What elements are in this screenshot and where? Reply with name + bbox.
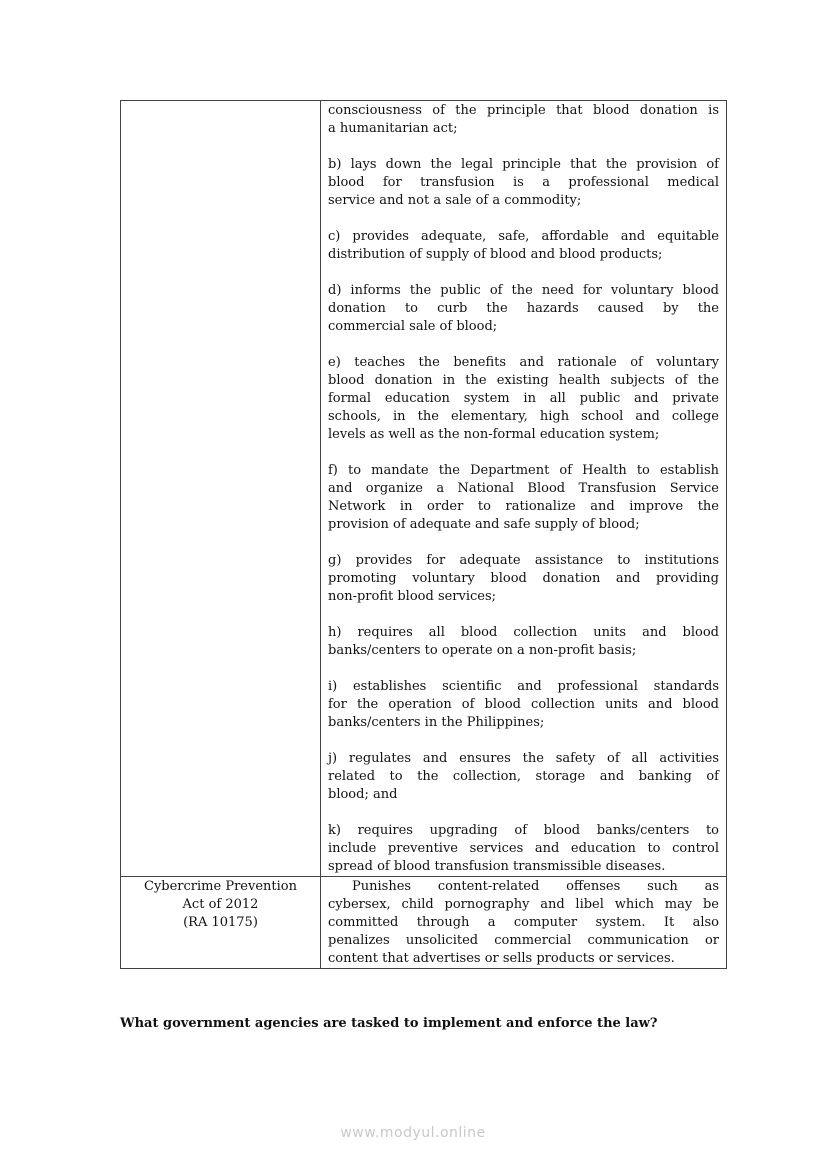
- text-line: and organize a National Blood Transfusion Service: [328, 481, 719, 496]
- text-line: a humanitarian act;: [328, 121, 458, 136]
- text-line: j) regulates and ensures the safety of all activities: [328, 751, 719, 766]
- text-line: e) teaches the benefits and rationale of voluntary: [328, 355, 719, 370]
- law-description-cell: [321, 101, 727, 877]
- text-line: h) requires all blood collection units and blood: [328, 625, 719, 640]
- text-line: schools, in the elementary, high school and college: [328, 409, 719, 424]
- text-line: banks/centers in the Philippines;: [328, 715, 545, 730]
- description-paragraph: [328, 624, 719, 660]
- text-line: blood for transfusion is a professional medical: [328, 175, 719, 190]
- text-line: Network in order to rationalize and improve the: [328, 499, 719, 514]
- text-line: consciousness of the principle that blood donation is: [328, 103, 719, 118]
- text-line: committed through a computer system. It also: [328, 915, 719, 930]
- laws-table: [120, 100, 727, 969]
- table-row: [121, 877, 727, 969]
- text-line: d) informs the public of the need for voluntary blood: [328, 283, 719, 298]
- text-line: non-profit blood services;: [328, 589, 497, 604]
- law-name-line: Act of 2012: [182, 897, 259, 912]
- table-row: [121, 101, 727, 877]
- description-paragraph: [328, 228, 719, 264]
- text-line: content that advertises or sells products or services.: [328, 951, 675, 966]
- law-name-line: (RA 10175): [183, 915, 258, 930]
- text-line: i) establishes scientific and professional standards: [328, 679, 719, 694]
- text-line: related to the collection, storage and banking of: [328, 769, 719, 784]
- text-line: distribution of supply of blood and blood products;: [328, 247, 663, 262]
- description-paragraph: [328, 552, 719, 606]
- law-name-cell: [121, 877, 321, 969]
- description-paragraph: [328, 750, 719, 804]
- text-line: b) lays down the legal principle that the provision of: [328, 157, 719, 172]
- watermark: www.modyul.online: [340, 1125, 486, 1141]
- description-paragraph: [328, 678, 719, 732]
- text-line: g) provides for adequate assistance to institutions: [328, 553, 719, 568]
- description-paragraph: [328, 462, 719, 534]
- text-line: include preventive services and education to control: [328, 841, 719, 856]
- law-name-line: Cybercrime Prevention: [144, 879, 297, 894]
- text-line: spread of blood transfusion transmissible diseases.: [328, 859, 666, 874]
- text-line: formal education system in all public and private: [328, 391, 719, 406]
- text-line: promoting voluntary blood donation and providing: [328, 571, 719, 586]
- text-line: levels as well as the non-formal education system;: [328, 427, 660, 442]
- text-line: c) provides adequate, safe, affordable and equitable: [328, 229, 719, 244]
- text-line: for the operation of blood collection units and blood: [328, 697, 719, 712]
- law-description-cell: [321, 877, 727, 969]
- text-line: Punishes content-related offenses such as: [352, 879, 719, 894]
- text-line: cybersex, child pornography and libel which may be: [328, 897, 719, 912]
- text-line: provision of adequate and safe supply of blood;: [328, 517, 640, 532]
- description-paragraph: [328, 282, 719, 336]
- text-line: donation to curb the hazards caused by the: [328, 301, 719, 316]
- text-line: f) to mandate the Department of Health to establish: [328, 463, 719, 478]
- description-paragraph: [328, 354, 719, 444]
- text-line: banks/centers to operate on a non-profit basis;: [328, 643, 637, 658]
- text-line: k) requires upgrading of blood banks/centers to: [328, 823, 719, 838]
- text-line: blood; and: [328, 787, 398, 802]
- text-line: service and not a sale of a commodity;: [328, 193, 582, 208]
- text-line: commercial sale of blood;: [328, 319, 498, 334]
- section-question-heading: What government agencies are tasked to implement and enforce the law?: [120, 1016, 658, 1031]
- description-paragraph: [328, 822, 719, 876]
- description-paragraph: [328, 156, 719, 210]
- description-paragraph: [328, 102, 719, 138]
- law-name-cell: [121, 101, 321, 877]
- text-line: penalizes unsolicited commercial communication or: [328, 933, 719, 948]
- text-line: blood donation in the existing health subjects of the: [328, 373, 719, 388]
- description-paragraph: [328, 878, 719, 968]
